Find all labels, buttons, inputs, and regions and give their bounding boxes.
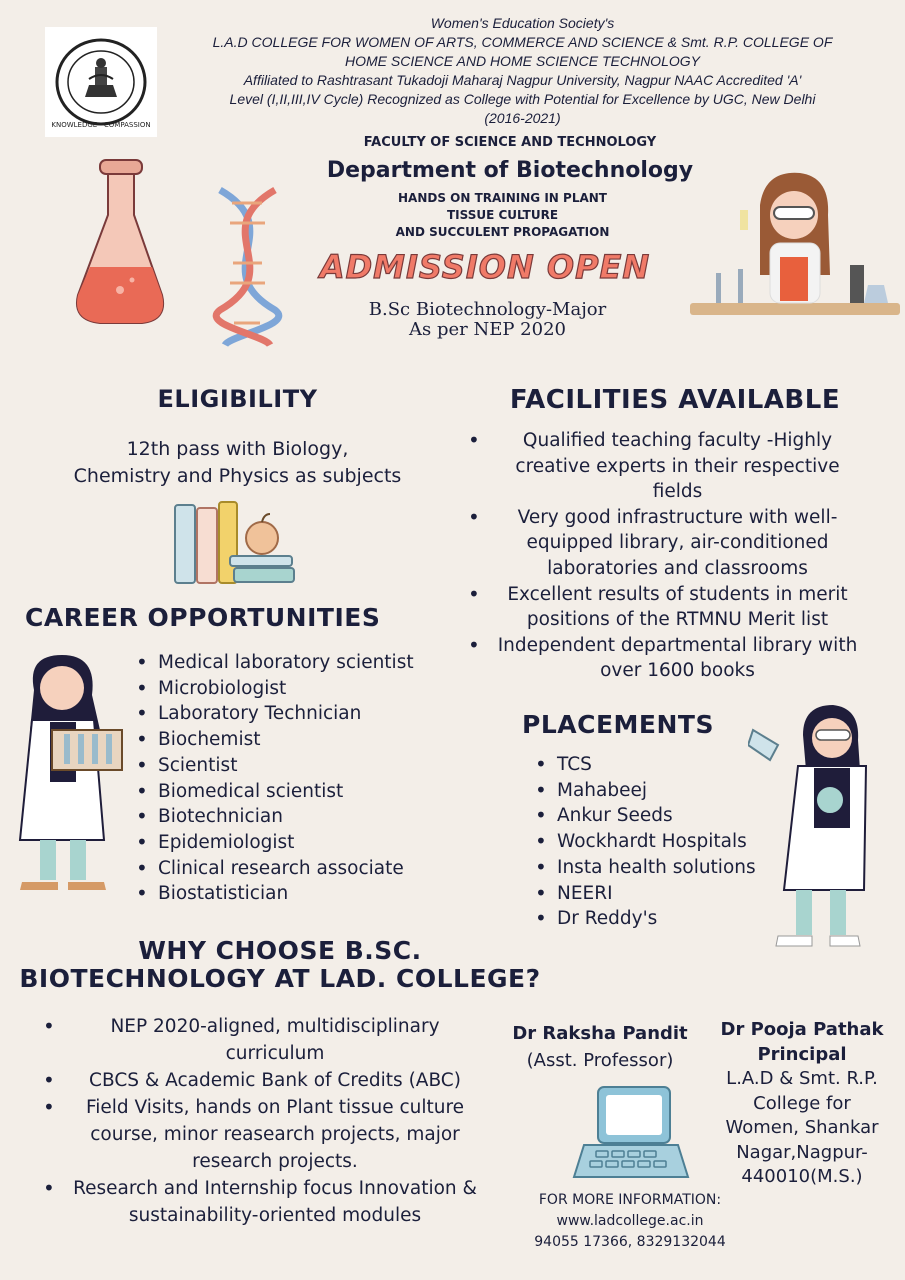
list-item: • Laboratory Technician <box>158 701 458 727</box>
list-item: • Biotechnician <box>158 804 458 830</box>
career-title: CAREER OPPORTUNITIES <box>25 603 381 632</box>
list-item: • Medical laboratory scientist <box>158 650 458 676</box>
flask-illustration <box>70 155 170 345</box>
training-line1: HANDS ON TRAINING IN PLANT <box>398 191 607 205</box>
laptop-illustration <box>570 1085 690 1185</box>
contact2-address-line4: Nagar,Nagpur- <box>736 1141 868 1163</box>
books-apple-illustration <box>170 500 295 588</box>
college-name-line2: HOME SCIENCE AND HOME SCIENCE TECHNOLOGY <box>345 53 700 69</box>
why-choose-title <box>10 937 550 993</box>
list-item: • Biochemist <box>158 727 458 753</box>
list-item: • Dr Reddy's <box>557 906 787 932</box>
website-link[interactable]: www.ladcollege.ac.in <box>556 1213 704 1229</box>
list-item: • CBCS & Academic Bank of Credits (ABC) <box>65 1067 485 1094</box>
affiliation-line1: Affiliated to Rashtrasant Tukadoji Maharaj Nagpur University, Nagpur NAAC Accredited 'A' <box>243 72 802 88</box>
list-item: • Research and Internship focus Innovation & sustainability-oriented modules <box>65 1175 485 1229</box>
list-item: • Qualified teaching faculty -Highly creative experts in their respective fields <box>490 428 865 505</box>
list-item: • Wockhardt Hospitals <box>557 829 787 855</box>
affiliation-line2: Level (I,II,III,IV Cycle) Recognized as College with Potential for Excellence by UGC, New Delhi <box>229 91 816 107</box>
why-choose-list <box>65 1013 485 1229</box>
list-item: • NEERI <box>557 881 787 907</box>
contact2-address-line2: College for <box>753 1092 851 1114</box>
scientist-flasks-illustration <box>748 700 873 955</box>
list-item: • Field Visits, hands on Plant tissue culture course, minor reasearch projects, major research projects. <box>65 1094 485 1175</box>
contact2-address-line5: 440010(M.S.) <box>741 1166 863 1187</box>
eligibility-line1: 12th pass with Biology, <box>126 438 349 460</box>
list-item: • Microbiologist <box>158 676 458 702</box>
list-item: • Biomedical scientist <box>158 779 458 805</box>
scientist-girl-goggles-illustration <box>690 165 900 320</box>
why-title-line1: WHY CHOOSE B.SC. <box>138 936 422 965</box>
contact1-role: (Asst. Professor) <box>526 1050 674 1071</box>
college-logo <box>45 27 157 137</box>
phone-numbers: 94055 17366, 8329132044 <box>534 1234 726 1250</box>
contact2-address-line3: Women, Shankar <box>725 1117 879 1138</box>
college-header <box>160 14 885 128</box>
list-item: • TCS <box>557 752 787 778</box>
dna-illustration <box>200 185 295 350</box>
society-name: Women's Education Society's <box>430 15 615 31</box>
list-item: • Epidemiologist <box>158 830 458 856</box>
contact2-address-line1: L.A.D & Smt. R.P. <box>726 1068 878 1089</box>
eligibility-line2: Chemistry and Physics as subjects <box>73 465 402 487</box>
contact-assistant-professor <box>505 1020 695 1074</box>
contact-principal <box>712 1018 892 1190</box>
training-text <box>250 190 755 241</box>
department-title: Department of Biotechnology <box>326 158 694 183</box>
college-name-line1: L.A.D COLLEGE FOR WOMEN OF ARTS, COMMERCE AND SCIENCE & Smt. R.P. COLLEGE OF <box>212 34 833 50</box>
faculty-title: FACULTY OF SCIENCE AND TECHNOLOGY <box>363 135 657 150</box>
list-item: • Scientist <box>158 753 458 779</box>
list-item: • Insta health solutions <box>557 855 787 881</box>
admission-open-banner: ADMISSION OPEN <box>319 248 651 286</box>
list-item: • Independent departmental library with over 1600 books <box>490 633 865 684</box>
affiliation-line3: (2016-2021) <box>484 110 561 126</box>
list-item: • Clinical research associate <box>158 856 458 882</box>
eligibility-title: ELIGIBILITY <box>157 385 318 413</box>
course-line1: B.Sc Biotechnology-Major <box>368 299 607 320</box>
why-title-line2: BIOTECHNOLOGY AT LAD. COLLEGE? <box>19 964 541 993</box>
career-list <box>158 650 458 907</box>
contact2-role: Principal <box>757 1043 847 1065</box>
course-line2: As per NEP 2020 <box>409 319 566 340</box>
training-line2: TISSUE CULTURE <box>446 208 559 222</box>
list-item: • Ankur Seeds <box>557 803 787 829</box>
list-item: • Very good infrastructure with well-equipped library, air-conditioned laboratories and classrooms <box>490 505 865 582</box>
training-line3: AND SUCCULENT PROPAGATION <box>395 225 610 239</box>
info-label: FOR MORE INFORMATION: <box>538 1192 722 1208</box>
facilities-title: FACILITIES AVAILABLE <box>509 385 841 415</box>
list-item: • Biostatistician <box>158 881 458 907</box>
list-item: • NEP 2020-aligned, multidisciplinary curriculum <box>65 1013 485 1067</box>
course-text <box>300 300 675 340</box>
placements-title: PLACEMENTS <box>522 710 714 739</box>
more-information <box>505 1190 755 1253</box>
eligibility-text <box>30 436 445 490</box>
list-item: • Excellent results of students in merit positions of the RTMNU Merit list <box>490 582 865 633</box>
scientist-test-tubes-illustration <box>12 650 132 895</box>
facilities-list <box>490 428 865 684</box>
logo-ring-text: KNOWLEDGE · COMPASSION <box>51 121 151 129</box>
contact1-name: Dr Raksha Pandit <box>512 1023 688 1044</box>
list-item: • Mahabeej <box>557 778 787 804</box>
contact2-name: Dr Pooja Pathak <box>720 1019 884 1040</box>
